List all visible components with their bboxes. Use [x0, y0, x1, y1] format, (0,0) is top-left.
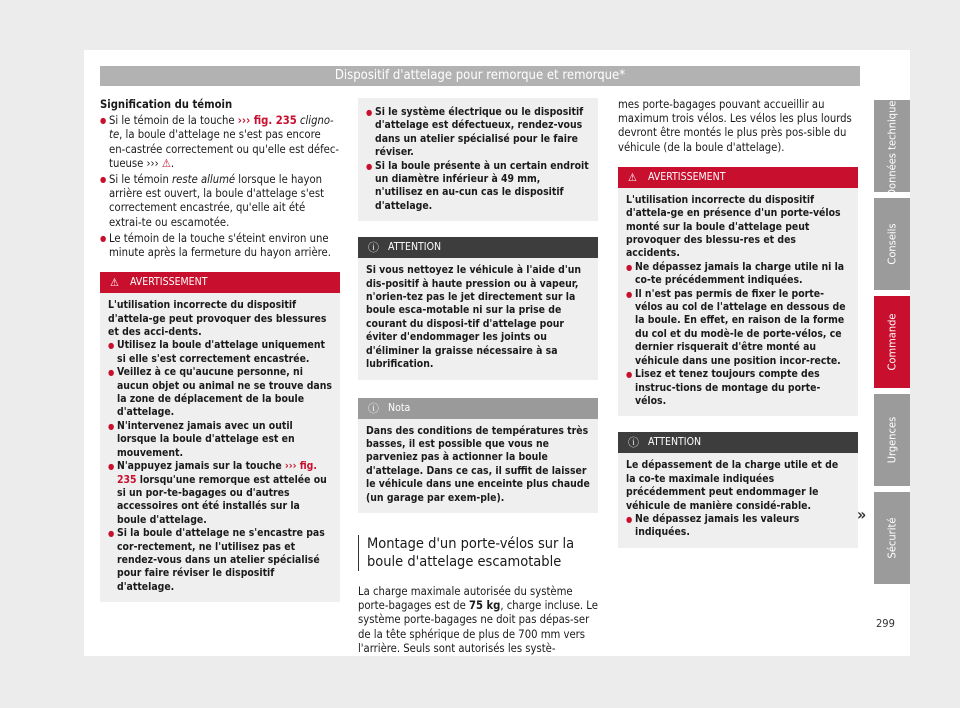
list-item: ● Si le témoin reste allumé lorsque le hayon arrière est ouvert, la boule d'attelage s'est correctement encastrée, qu'elle ait été extrai-te ou escamotée.	[100, 173, 340, 230]
attention-box	[358, 237, 598, 379]
page-number: 299	[876, 617, 895, 630]
warning-triangle-icon: ⚠	[161, 156, 171, 170]
warning-body: L'utilisation incorrecte du dispositif d'attela-ge en présence d'un porte-vélos monté sur la boule d'attelage peut provoquer des blessu-res et des accidents. ● Ne dépassez jamais la charge utile ni la co-te précédemment indiquées. ● Il n'est pas permis de fixer le porte-vélos au col de l'attelage en dessous de la boule. En effet, en raison de la forme du col et du modè-le de porte-vélos, ce dernier risquerait d'être monté au véhicule dans une position incor-recte. ● Lisez et tenez toujours compte des instruc-tions de montage du porte-vélos.	[618, 188, 858, 417]
note-body: Dans des conditions de températures très basses, il est possible que vous ne parveniez pas à actionner la boule d'attelage. Dans ce cas, il suffit de laisser le véhicule dans une enceinte plus chaude (un garage par exem-ple).	[366, 424, 590, 504]
warning-triangle-icon: ⚠	[628, 170, 637, 184]
exclamation-circle-icon: ⓘ	[368, 241, 379, 255]
warning-header: ⚠ AVERTISSEMENT	[618, 167, 858, 188]
paragraph: mes porte-bagages pouvant accueillir au maximum trois vélos. Les vélos les plus lourds devront être montés le plus près pos-sible du véhicule (de la boule d'attelage).	[618, 98, 852, 154]
warning-header: ⚠ AVERTISSEMENT	[100, 272, 340, 293]
note-header: ⓘ Nota	[358, 398, 598, 419]
column-1	[100, 98, 340, 602]
figure-link[interactable]: ››› fig. 235	[237, 114, 297, 128]
tab-commande[interactable]: Commande	[874, 296, 910, 388]
column-2	[358, 98, 598, 658]
warning-body	[358, 98, 598, 221]
list-item: ● Si la boule présente à un certain endroit un diamètre inférieur à 49 mm, n'utilisez en au-cun cas le dispositif d'attelage.	[366, 160, 590, 214]
list-item: ● Ne dépassez jamais la charge utile ni la co-te précédemment indiquées.	[626, 261, 850, 288]
figure-link[interactable]: ››› fig. 235	[117, 460, 317, 486]
tab-conseils[interactable]: Conseils	[874, 198, 910, 290]
paragraph: La charge maximale autorisée du système porte-bagages est de 75 kg, charge incluse. Le système porte-bagages ne doit pas dépas-ser de la tête sphérique de plus de 700 mm vers l'arrière. Seuls sont autorisés les systè-	[358, 584, 598, 655]
tab-urgences[interactable]: Urgences	[874, 394, 910, 486]
warning-triangle-icon: ⚠	[110, 276, 119, 290]
list-item: ● Ne dépassez jamais les valeurs indiquées.	[626, 513, 850, 540]
tab-securite[interactable]: Sécurité	[874, 492, 910, 584]
list-item: ● N'intervenez jamais avec un outil lorsque la boule d'attelage est en mouvement.	[108, 420, 332, 460]
list-item: ● Si la boule d'attelage ne s'encastre pas cor-rectement, ne l'utilisez pas et rendez-vous dans un atelier spécialisé pour faire réviser le dispositif d'attelage.	[108, 527, 332, 594]
list-item: ● Il n'est pas permis de fixer le porte-vélos au col de l'attelage en dessous de la boule. En effet, en raison de la forme du col et du modè-le de porte-vélos, ce dernier risquerait d'être monté au véhicule dans une position incor-recte.	[626, 288, 850, 368]
attention-header: ⓘ ATTENTION	[618, 432, 858, 453]
attention-box	[618, 432, 858, 547]
list-item: ● Utilisez la boule d'attelage uniquement si elle s'est correctement encastrée.	[108, 339, 332, 366]
list-item: ● N'appuyez jamais sur la touche ››› fig. 235 lorsqu'une remorque est attelée ou si un por-te-bagages ou d'autres accessoires ont été installés sur la boule d'attelage.	[108, 460, 332, 527]
warning-box-continued	[358, 98, 598, 221]
attention-header: ⓘ ATTENTION	[358, 237, 598, 258]
continue-arrow-icon: »	[857, 505, 867, 524]
section-heading: Signification du témoin	[100, 98, 233, 111]
attention-body: Le dépassement de la charge utile et de la co-te maximale indiquées précédemment peut endommager le véhicule de manière considé-rable. ● Ne dépassez jamais les valeurs indiquées.	[618, 453, 858, 547]
note-box	[358, 398, 598, 513]
warning-box	[618, 167, 858, 417]
attention-body: Si vous nettoyez le véhicule à l'aide d'un dis-positif à haute pression ou à vapeur, n'orien-tez pas le jet directement sur la boule esca-motable ni sur la prise de courant du disposi-tif d'attelage pour éviter d'endommager les joints ou d'éliminer la graisse nécessaire à sa lubrification.	[366, 264, 582, 371]
list-item: ● Le témoin de la touche s'éteint environ une minute après la fermeture du hayon arrière.	[100, 232, 340, 260]
exclamation-circle-icon: ⓘ	[628, 436, 639, 450]
list-item: ● Lisez et tenez toujours compte des instruc-tions de montage du porte-vélos.	[626, 368, 850, 408]
list-item: ● Si le témoin de la touche ››› fig. 235 cligno-te, la boule d'attelage ne s'est pas encore en-castrée correctement ou qu'elle est défec-tueuse ››› ⚠.	[100, 114, 340, 171]
tab-donnees-techniques[interactable]: Données techniques	[874, 100, 910, 192]
list-item: ● Veillez à ce qu'aucune personne, ni aucun objet ou animal ne se trouve dans la zone de déplacement de la boule d'attelage.	[108, 366, 332, 420]
page-header: Dispositif d'attelage pour remorque et remorque*	[100, 66, 860, 86]
column-3	[618, 98, 858, 548]
section-title: Montage d'un porte-vélos sur la boule d'attelage escamotable	[358, 535, 598, 571]
info-icon: ⓘ	[368, 401, 379, 415]
warning-box	[100, 272, 340, 602]
warning-body: L'utilisation incorrecte du dispositif d'attela-ge peut provoquer des blessures et des acci-dents. ● Utilisez la boule d'attelage uniquement si elle s'est correctement encastrée. ● Veillez à ce qu'aucune personne, ni aucun objet ou animal ne se trouve dans la zone de déplacement de la boule d'attelage. ● N'intervenez jamais avec un outil lorsque la boule d'attelage est en mouvement. ● N'appuyez jamais sur la touche ››› fig. 235 lorsqu'une remorque est attelée ou si un por-te-bagages ou d'autres accessoires ont été installés sur la boule d'attelage. ● Si la boule d'attelage ne s'encastre pas cor-rectement, ne l'utilisez pas et rendez-vous dans un atelier spécialisé pour faire réviser le dispositif d'attelage.	[100, 293, 340, 602]
list-item: ● Si le système électrique ou le dispositif d'attelage est défectueux, rendez-vous dans un atelier spécialisé pour le faire réviser.	[366, 106, 590, 160]
